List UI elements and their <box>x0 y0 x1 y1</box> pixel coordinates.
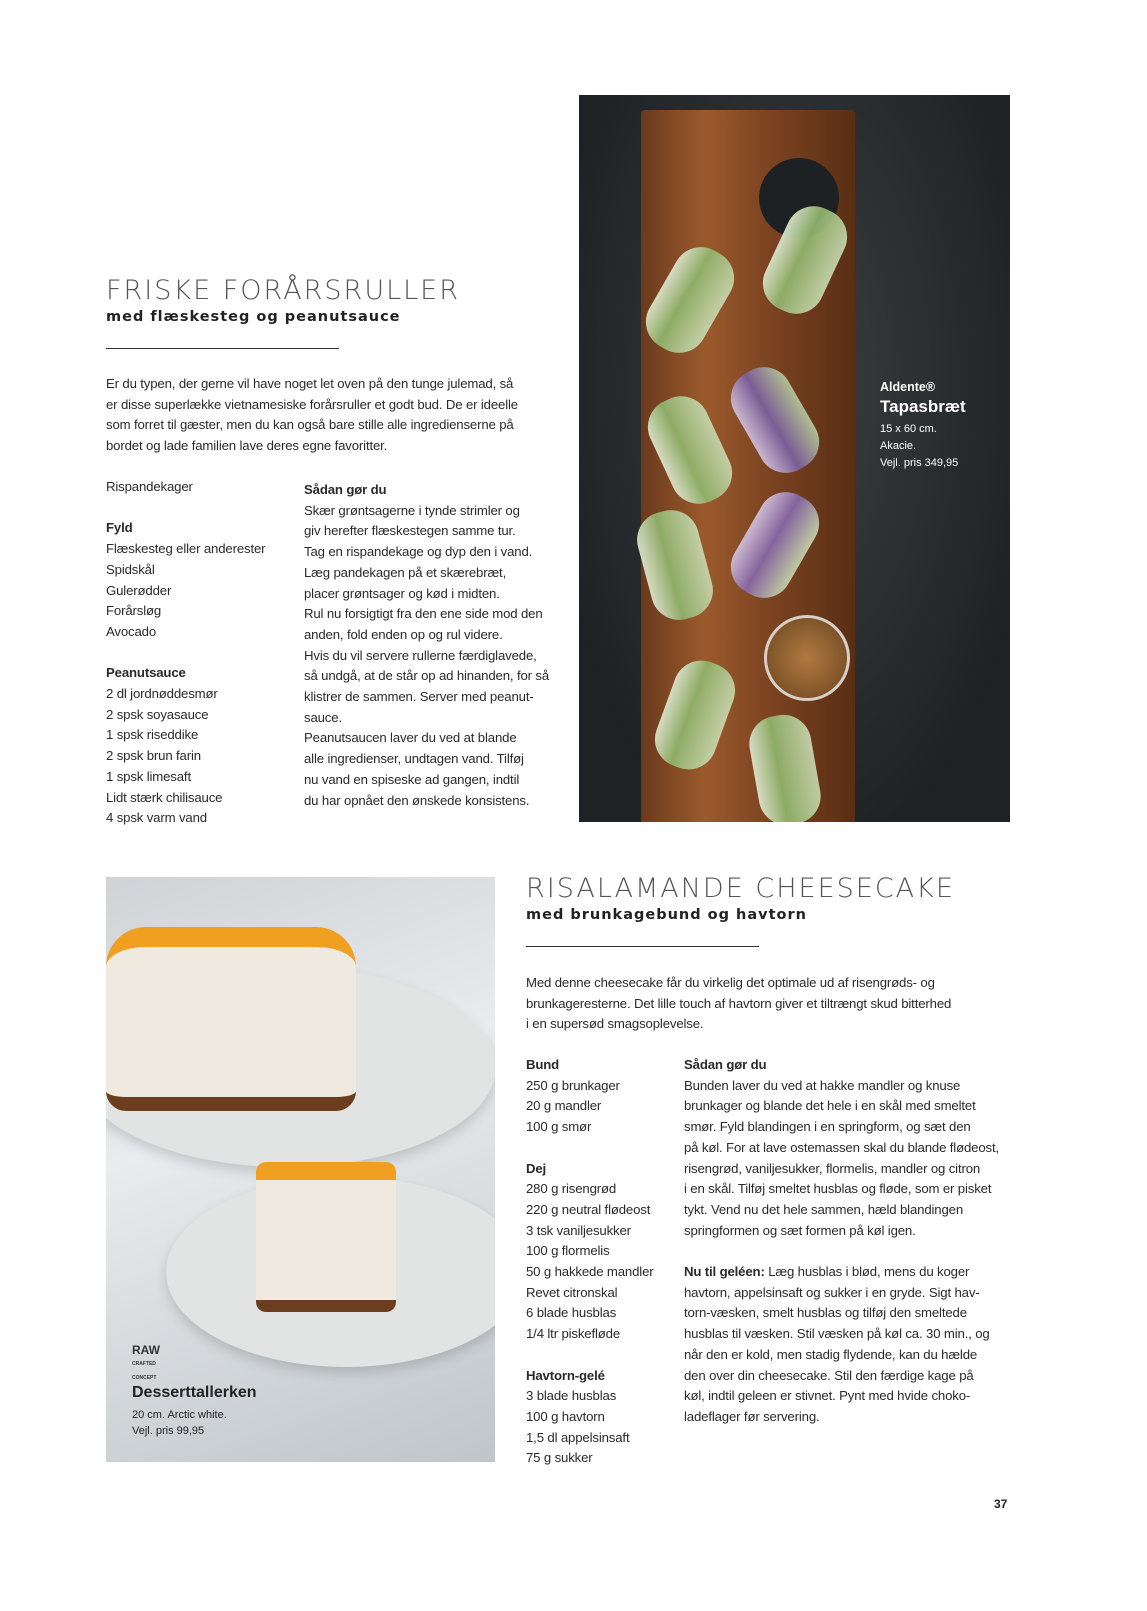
method-line: brunkager og blande det hele i en skål med smeltet <box>684 1098 976 1114</box>
method-line: klistrer de sammen. Server med peanut- <box>304 689 534 705</box>
product-price: Vejl. pris 349,95 <box>880 457 959 469</box>
product-brand: Aldente® <box>880 380 936 394</box>
ingredient: Lidt stærk chilisauce <box>106 789 223 805</box>
section-heading: Fyld <box>106 520 133 536</box>
method-line: køl, indtil geleen er stivnet. Pynt med hvide choko- <box>684 1388 971 1404</box>
method-line: giv herefter flæskestegen samme tur. <box>304 523 516 539</box>
ingredient: 1 spsk riseddike <box>106 727 199 743</box>
product-details <box>880 421 958 472</box>
method-line: torn-væsken, smelt husblas og tilføj den smeltede <box>684 1305 967 1321</box>
page-number: 37 <box>994 1497 1008 1511</box>
recipe1-subtitle: med flæskesteg og peanutsauce <box>106 309 401 325</box>
recipe2-subtitle: med brunkagebund og havtorn <box>526 907 807 923</box>
product-name: Tapasbræt <box>880 397 966 416</box>
section-heading: Sådan gør du <box>304 482 387 497</box>
method-text: Læg husblas i blød, mens du koger <box>764 1264 970 1280</box>
ingredient: 50 g hakkede mandler <box>526 1264 654 1280</box>
recipe1-method <box>304 480 549 811</box>
method-lead: Nu til geléen: <box>684 1264 765 1280</box>
ingredient: Forårsløg <box>106 603 162 619</box>
cheesecake-photo <box>106 877 495 1462</box>
intro-line: i en supersød smagsoplevelse. <box>526 1016 704 1032</box>
method-line: når den er kold, men stadig flydende, kan du hælde <box>684 1346 978 1362</box>
recipe2-method <box>684 1055 999 1428</box>
method-line: Skær grøntsagerne i tynde strimler og <box>304 502 520 518</box>
method-line: ladeflager før servering. <box>684 1408 820 1424</box>
method-line: nu vand en spiseske ad gangen, indtil <box>304 771 520 787</box>
recipe2-ingredients <box>526 1055 654 1469</box>
ingredient: 1 spsk limesaft <box>106 768 191 784</box>
ingredient: Spidskål <box>106 561 155 577</box>
product-name: Desserttallerken <box>132 1384 257 1401</box>
method-line: havtorn, appelsinsaft og sukker i en gryde. Sigt hav- <box>684 1284 980 1300</box>
raw-logo: RAW CRAFTED CONCEPT <box>132 1343 160 1381</box>
method-line: så undgå, at de står op ad hinanden, for så <box>304 668 550 684</box>
method-line: anden, fold enden op og rul videre. <box>304 626 503 642</box>
ingredient: 1,5 dl appelsinsaft <box>526 1429 630 1445</box>
method-line: sauce. <box>304 709 342 725</box>
intro-line: bordet og lade familien lave deres egne favoritter. <box>106 438 388 454</box>
method-line: Bunden laver du ved at hakke mandler og knuse <box>684 1077 961 1093</box>
method-line: husblas til væsken. Stil væsken på køl ca. 30 min., og <box>684 1326 990 1342</box>
product-material: Akacie. <box>880 440 917 452</box>
ingredient: 100 g smør <box>526 1119 592 1135</box>
product-details <box>132 1407 227 1439</box>
product-size: 15 x 60 cm. <box>880 423 937 435</box>
recipe1-intro <box>106 374 518 457</box>
section-heading: Dej <box>526 1160 547 1176</box>
ingredient: Revet citronskal <box>526 1284 618 1300</box>
section-heading: Havtorn-gelé <box>526 1367 605 1383</box>
ingredient: 280 g risengrød <box>526 1181 617 1197</box>
product-price: Vejl. pris 99,95 <box>132 1425 205 1437</box>
method-line: Hvis du vil servere rullerne færdiglavede, <box>304 647 537 663</box>
method-line <box>684 1262 999 1283</box>
peanut-sauce-bowl <box>764 615 850 701</box>
ingredient: 3 blade husblas <box>526 1388 617 1404</box>
method-line: risengrød, vaniljesukker, flormelis, mandler og citron <box>684 1160 981 1176</box>
method-line: i en skål. Tilføj smeltet husblas og fløde, som er pisket <box>684 1181 992 1197</box>
section-heading: Peanutsauce <box>106 665 186 681</box>
ingredient: 2 spsk brun farin <box>106 748 201 764</box>
intro-line: brunkageresterne. Det lille touch af havtorn giver et tiltrængt skud bitterhed <box>526 995 952 1011</box>
ingredient: 6 blade husblas <box>526 1305 617 1321</box>
ingredient: 2 spsk soyasauce <box>106 706 209 722</box>
intro-line: er disse superlække vietnamesiske forårsruller et godt bud. De er ideelle <box>106 396 518 412</box>
method-line: du har opnået den ønskede konsistens. <box>304 792 530 808</box>
ingredient: 2 dl jordnøddesmør <box>106 686 218 701</box>
section-heading: Sådan gør du <box>684 1057 767 1072</box>
method-line: tykt. Vend nu det hele sammen, hæld blandingen <box>684 1201 964 1217</box>
intro-line: Er du typen, der gerne vil have noget let oven på den tunge julemad, så <box>106 376 514 391</box>
method-line: alle ingredienser, undtagen vand. Tilføj <box>304 751 524 767</box>
recipe2-intro <box>526 973 951 1035</box>
method-line: på køl. For at lave ostemassen skal du blande flødeost, <box>684 1139 1000 1155</box>
spring-rolls-photo <box>579 95 1010 822</box>
ingredient: Rispandekager <box>106 479 193 494</box>
method-line: Rul nu forsigtigt fra den ene side mod den <box>304 606 543 622</box>
product-desc: 20 cm. Arctic white. <box>132 1409 227 1421</box>
method-line: Peanutsaucen laver du ved at blande <box>304 730 517 746</box>
ingredient: 100 g havtorn <box>526 1408 605 1424</box>
ingredient: 4 spsk varm vand <box>106 810 207 826</box>
ingredient: Gulerødder <box>106 582 172 598</box>
method-line: Tag en rispandekage og dyp den i vand. <box>304 544 533 560</box>
ingredient: Flæskesteg eller anderester <box>106 541 266 557</box>
method-line: springformen og sæt formen på køl igen. <box>684 1222 916 1238</box>
ingredient: 20 g mandler <box>526 1098 602 1114</box>
divider <box>526 946 759 947</box>
ingredient: 250 g brunkager <box>526 1077 620 1093</box>
ingredient: 75 g sukker <box>526 1450 593 1466</box>
recipe1-ingredients <box>106 477 265 829</box>
recipe2-title: RISALAMANDE CHEESECAKE <box>526 873 955 904</box>
method-line: Læg pandekagen på et skærebræt, <box>304 564 507 580</box>
ingredient: 3 tsk vaniljesukker <box>526 1222 631 1238</box>
method-line: placer grøntsager og kød i midten. <box>304 585 500 601</box>
intro-line: som forret til gæster, men du kan også bare stille alle ingredienserne på <box>106 417 514 433</box>
method-line: den over din cheesecake. Stil den færdige kage på <box>684 1367 974 1383</box>
ingredient: 100 g flormelis <box>526 1243 610 1259</box>
ingredient: 220 g neutral flødeost <box>526 1201 651 1217</box>
cheesecake <box>106 927 356 1111</box>
intro-line: Med denne cheesecake får du virkelig det optimale ud af risengrøds- og <box>526 975 935 990</box>
recipe1-title: FRISKE FORÅRSRULLER <box>106 275 460 306</box>
section-heading: Bund <box>526 1057 560 1072</box>
method-line: smør. Fyld blandingen i en springform, og sæt den <box>684 1119 971 1135</box>
cheesecake-slice <box>256 1162 396 1312</box>
ingredient: 1/4 ltr piskefløde <box>526 1326 621 1342</box>
divider <box>106 348 339 349</box>
ingredient: Avocado <box>106 623 157 639</box>
